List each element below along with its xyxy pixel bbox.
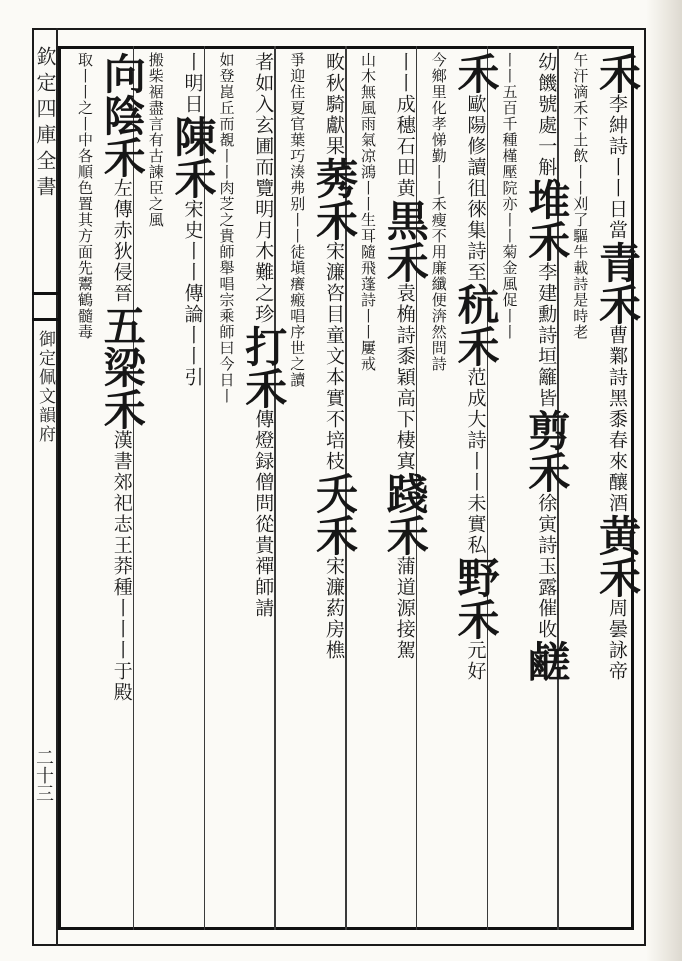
headword: 陳禾 xyxy=(168,115,218,199)
text-column xyxy=(274,52,308,924)
gloss-text: 袁桷詩黍穎高下棲寘 xyxy=(393,283,416,472)
headword: 野禾 xyxy=(451,556,501,640)
gloss-text: 宋濂葯房樵 xyxy=(322,556,345,661)
gloss-text: 搬柴 xyxy=(146,52,165,84)
gloss-text: 李建勳詩垣籬皆 xyxy=(535,262,558,409)
gloss-text: 葉巧湊弗别丨丨徒塡癢瘢 xyxy=(288,132,307,308)
text-column xyxy=(520,52,572,924)
gloss-text: 傳燈録僧問從貴禪師請 xyxy=(252,409,275,619)
gloss-text: 詩是時老 xyxy=(571,276,590,340)
text-column xyxy=(450,52,501,924)
margin-divider xyxy=(32,318,58,321)
headword: 黒禾 xyxy=(380,199,430,283)
headword: 五梁禾 xyxy=(97,304,147,430)
gloss-text: 曹鄴詩黑黍春來釀酒 xyxy=(605,325,628,514)
book-title: 欽定四庫全書 xyxy=(33,46,57,202)
text-column xyxy=(591,52,642,924)
gloss-text: 丨丨成穗石田黄 xyxy=(393,52,416,199)
column-rule xyxy=(487,46,489,930)
gloss-text: 宋史丨丨傳論丨丨引 xyxy=(181,199,204,388)
gloss-text: 問詩 xyxy=(429,340,448,372)
gloss-text: 中各順色置其方面先鬻鶴髓毒 xyxy=(75,132,94,340)
gloss-text: 丨丨五百千 xyxy=(500,52,519,132)
gloss-text: 今鄉里化孝悌勤丨丨 xyxy=(429,52,448,196)
gloss-text: 詩丨丨屢戒 xyxy=(358,292,377,372)
headword: 黄禾 xyxy=(592,514,642,598)
text-column xyxy=(237,52,289,924)
gloss-text: 元好 xyxy=(464,640,487,682)
gloss-text: 鴻丨丨生耳隨飛蓬 xyxy=(358,164,377,292)
margin-divider xyxy=(32,292,58,295)
headword: 青禾 xyxy=(592,241,642,325)
headword: 鹺 xyxy=(522,640,572,682)
gloss-text: 李紳詩丨丨日當 xyxy=(605,94,628,241)
gloss-text: 裾盡言有古諫臣之風 xyxy=(146,84,165,228)
gloss-text: 唱序世之讀 xyxy=(288,308,307,388)
gloss-text: 丨明日 xyxy=(181,52,204,115)
headword: 踐禾 xyxy=(380,472,430,556)
gloss-text: 種槿壓院亦丨丨 xyxy=(500,132,519,244)
text-column xyxy=(487,52,521,924)
page-number: 二十三 xyxy=(33,748,54,802)
gloss-text: 漢書郊祀志王莽種丨丨丨于殿 xyxy=(110,430,133,703)
text-column xyxy=(96,52,147,924)
headword: 莠禾 xyxy=(309,157,359,241)
gloss-text: 畋秋騎獻果 xyxy=(322,52,345,157)
text-column xyxy=(133,52,167,924)
headword: 剪禾 xyxy=(522,409,572,493)
headword: 堆禾 xyxy=(522,178,572,262)
gloss-text: 范成大詩丨丨未實私 xyxy=(464,367,487,556)
gloss-text: 周曇詠帝 xyxy=(605,598,628,682)
gloss-text: 如登崑丘而覩丨丨肉芝之貴 xyxy=(217,52,236,244)
gloss-text: 幼饑號處一斛 xyxy=(535,52,558,178)
gloss-text: 菊金風促丨丨 xyxy=(500,244,519,340)
gloss-text: 山木無風雨氣凉 xyxy=(358,52,377,164)
gloss-text: 師舉唱宗乘師曰今日丨 xyxy=(217,244,236,404)
column-rule xyxy=(274,46,276,930)
gloss-text: 歐陽修讀徂徠集詩至 xyxy=(464,94,487,283)
headword: 禾 xyxy=(451,52,501,94)
text-column xyxy=(62,52,96,924)
text-column xyxy=(308,52,359,924)
headword: 向陰禾 xyxy=(97,52,147,178)
gloss-text: 左傳赤狄侵晉 xyxy=(110,178,133,304)
headword: 夭禾 xyxy=(309,472,359,556)
gloss-text: 蒲道源接駕 xyxy=(393,556,416,661)
headword: 秔禾 xyxy=(451,283,501,367)
section-title: 御定佩文韻府 xyxy=(35,330,55,444)
gloss-text: 飲丨丨刈了驅牛載 xyxy=(571,148,590,276)
gloss-text: 爭迎住夏官 xyxy=(288,52,307,132)
gloss-text: 宋濂咨目童文本實不培枝 xyxy=(322,241,345,472)
headword: 禾 xyxy=(592,52,642,94)
gloss-text: 取丨丨之丨 xyxy=(75,52,94,132)
gloss-text: 者如入玄圃而覽明月木難之珍 xyxy=(252,52,275,325)
text-column xyxy=(167,52,218,924)
gloss-text: 徐寅詩玉露催收 xyxy=(535,493,558,640)
gloss-text: 禾瘦不用廉纖便渀然 xyxy=(429,196,448,340)
page-edge-shadow xyxy=(646,0,682,961)
headword: 打禾 xyxy=(239,325,289,409)
gloss-text: 午汗滴禾下土 xyxy=(571,52,590,148)
text-column xyxy=(379,52,430,924)
